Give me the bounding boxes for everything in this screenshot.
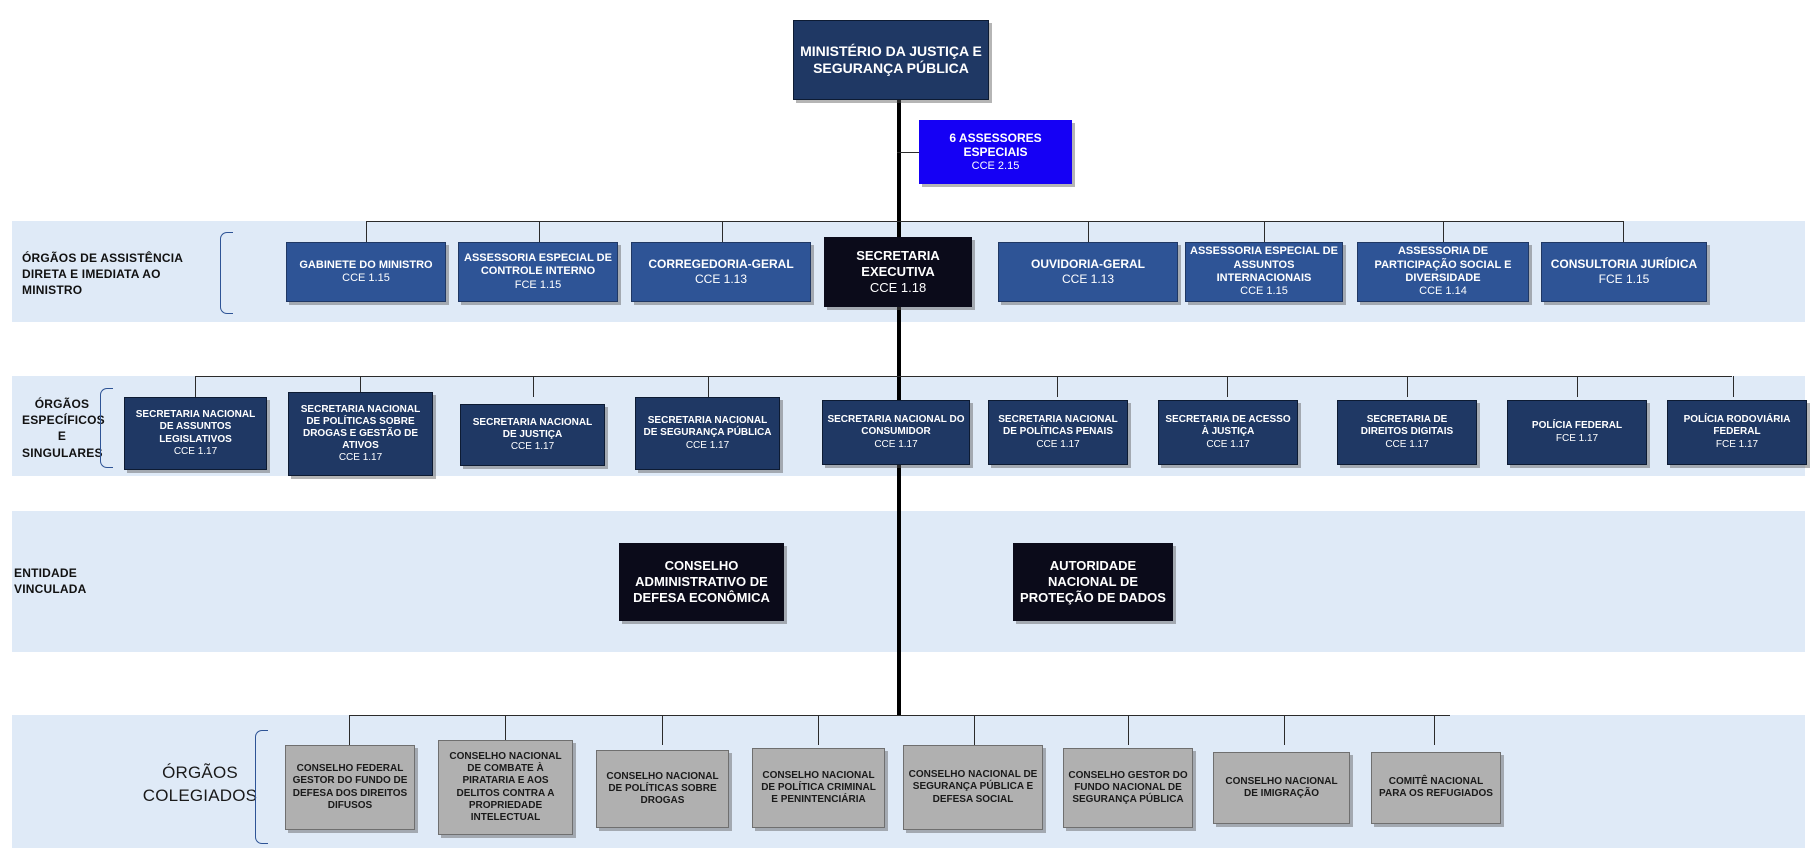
node-code: FCE 1.15 bbox=[1598, 272, 1650, 286]
node-snal[interactable] bbox=[124, 397, 267, 470]
node-senasp[interactable] bbox=[635, 397, 780, 470]
assistencia-drop-6 bbox=[1264, 221, 1265, 242]
node-code: FCE 1.17 bbox=[1715, 438, 1759, 450]
node-cgfnsp[interactable] bbox=[1063, 748, 1193, 828]
node-label: SECRETARIA NACIONAL DE SEGURANÇA PÚBLICA bbox=[643, 415, 772, 439]
node-gabinete-do-ministro[interactable] bbox=[286, 242, 446, 302]
colegiados-drop-6 bbox=[1128, 715, 1129, 745]
node-label: SECRETARIA DE ACESSO À JUSTIÇA bbox=[1165, 414, 1291, 438]
node-conad[interactable] bbox=[596, 750, 729, 828]
especificos-drop-1 bbox=[195, 376, 196, 397]
node-label: ASSESSORIA ESPECIAL DE ASSUNTOS INTERNACIONAIS bbox=[1190, 245, 1338, 284]
advisors-connector bbox=[897, 152, 919, 153]
node-label: CONSELHO NACIONAL DE IMIGRAÇÃO bbox=[1225, 775, 1338, 799]
node-label: CONSELHO FEDERAL GESTOR DO FUNDO DE DEFESA DOS DIREITOS DIFUSOS bbox=[292, 763, 408, 811]
node-corregedoria-geral[interactable] bbox=[631, 242, 811, 302]
node-label: SECRETARIA NACIONAL DE POLÍTICAS PENAIS bbox=[998, 414, 1118, 438]
node-code: CCE 1.13 bbox=[1061, 272, 1115, 286]
node-code: CCE 1.17 bbox=[874, 438, 918, 450]
node-cfgfddd[interactable] bbox=[285, 745, 415, 830]
assistencia-drop-3 bbox=[722, 221, 723, 242]
node-ministerio[interactable] bbox=[793, 20, 989, 100]
node-code: CCE 1.17 bbox=[1036, 438, 1080, 450]
node-code: CCE 1.14 bbox=[1419, 285, 1467, 298]
node-secretaria-executiva[interactable] bbox=[824, 237, 972, 307]
node-senappen[interactable] bbox=[988, 400, 1128, 465]
band-label-colegiados: ÓRGÃOS COLEGIADOS bbox=[142, 763, 258, 805]
especificos-bus bbox=[195, 376, 1732, 377]
node-cncp[interactable] bbox=[438, 740, 573, 835]
node-label: CORREGEDORIA-GERAL bbox=[648, 257, 794, 272]
node-code: CCE 1.17 bbox=[173, 445, 218, 457]
colegiados-drop-3 bbox=[662, 715, 663, 745]
node-label: AUTORIDADE NACIONAL DE PROTEÇÃO DE DADOS bbox=[1020, 558, 1166, 605]
node-ouvidoria-geral[interactable] bbox=[998, 242, 1178, 302]
node-policia-rodoviaria-federal[interactable] bbox=[1667, 400, 1807, 465]
assistencia-drop-1 bbox=[366, 221, 367, 242]
node-ministerio-label: MINISTÉRIO DA JUSTIÇA E SEGURANÇA PÚBLICA bbox=[800, 42, 982, 76]
node-label: COMITÊ NACIONAL PARA OS REFUGIADOS bbox=[1379, 775, 1493, 799]
especificos-drop-10 bbox=[1733, 376, 1734, 397]
node-policia-federal[interactable] bbox=[1507, 400, 1647, 465]
assistencia-drop-8 bbox=[1623, 221, 1624, 242]
assessores-line2: ESPECIAIS bbox=[963, 145, 1028, 160]
colegiados-drop-5 bbox=[974, 715, 975, 745]
node-label: SECRETARIA NACIONAL DE JUSTIÇA bbox=[472, 416, 593, 440]
node-conasp[interactable] bbox=[903, 745, 1043, 830]
node-senacon[interactable] bbox=[822, 400, 970, 465]
especificos-drop-7 bbox=[1227, 376, 1228, 397]
node-cnpcp[interactable] bbox=[752, 748, 885, 828]
band-entidade bbox=[12, 511, 1805, 652]
bracket-assistencia bbox=[220, 232, 233, 314]
node-label: SECRETARIA EXECUTIVA bbox=[856, 248, 940, 280]
node-label: ASSESSORIA DE PARTICIPAÇÃO SOCIAL E DIVERSIDADE bbox=[1374, 245, 1512, 284]
node-code: FCE 1.15 bbox=[514, 278, 562, 291]
especificos-drop-4 bbox=[708, 376, 709, 397]
band-label-entidade: ENTIDADE VINCULADA bbox=[14, 566, 87, 597]
band-label-especificos: ÓRGÃOS ESPECÍFICOS E SINGULARES bbox=[22, 397, 105, 460]
node-label: OUVIDORIA-GERAL bbox=[1031, 257, 1145, 272]
assessores-code: CCE 2.15 bbox=[971, 159, 1020, 172]
node-label: CONSULTORIA JURÍDICA bbox=[1550, 257, 1698, 272]
node-conare[interactable] bbox=[1371, 752, 1501, 824]
node-label: POLÍCIA FEDERAL bbox=[1531, 420, 1623, 432]
node-code: CCE 1.17 bbox=[1385, 438, 1429, 450]
node-label: SECRETARIA DE DIREITOS DIGITAIS bbox=[1360, 414, 1454, 438]
node-code: CCE 1.17 bbox=[685, 439, 730, 451]
especificos-drop-9 bbox=[1577, 376, 1578, 397]
especificos-drop-8 bbox=[1407, 376, 1408, 397]
bracket-colegiados bbox=[255, 730, 268, 844]
especificos-drop-6 bbox=[1057, 376, 1058, 397]
node-label: CONSELHO NACIONAL DE POLÍTICA CRIMINAL E PENINTENCIÁRIA bbox=[761, 769, 876, 806]
node-direitos-digitais[interactable] bbox=[1337, 400, 1477, 465]
node-label: CONSELHO ADMINISTRATIVO DE DEFESA ECONÔMICA bbox=[633, 558, 770, 605]
band-label-assistencia: ÓRGÃOS DE ASSISTÊNCIA DIRETA E IMEDIATA AO MINISTRO bbox=[22, 251, 183, 298]
node-code: FCE 1.17 bbox=[1555, 432, 1599, 444]
node-code: CCE 1.15 bbox=[1240, 285, 1288, 298]
node-label: SECRETARIA NACIONAL DE ASSUNTOS LEGISLATIVOS bbox=[135, 409, 256, 445]
node-code: CCE 1.18 bbox=[869, 279, 927, 295]
assessores-line1: 6 ASSESSORES bbox=[949, 130, 1042, 145]
bracket-especificos bbox=[100, 388, 113, 468]
node-code: CCE 1.17 bbox=[338, 452, 383, 464]
node-label: SECRETARIA NACIONAL DO CONSUMIDOR bbox=[827, 414, 965, 438]
node-code: CCE 1.17 bbox=[1206, 438, 1250, 450]
node-assessoria-controle-interno[interactable] bbox=[458, 242, 618, 302]
node-senad[interactable] bbox=[288, 392, 433, 476]
node-acesso-a-justica[interactable] bbox=[1158, 400, 1298, 465]
assistencia-bus bbox=[366, 221, 1623, 222]
assistencia-drop-5 bbox=[1088, 221, 1089, 242]
node-label: CONSELHO NACIONAL DE SEGURANÇA PÚBLICA E DEFESA SOCIAL bbox=[908, 769, 1038, 805]
node-label: CONSELHO NACIONAL DE COMBATE À PIRATARIA E AOS DELITOS CONTRA A PROPRIEDADE INTELECTUAL bbox=[449, 750, 562, 823]
node-code: CCE 1.15 bbox=[342, 272, 390, 284]
node-assessores-especiais[interactable] bbox=[919, 120, 1072, 184]
colegiados-drop-4 bbox=[818, 715, 819, 745]
node-code: CCE 1.13 bbox=[694, 272, 748, 286]
node-consultoria-juridica[interactable] bbox=[1541, 242, 1707, 302]
especificos-drop-3 bbox=[533, 376, 534, 397]
assistencia-drop-2 bbox=[539, 221, 540, 242]
node-senajus[interactable] bbox=[460, 404, 605, 466]
node-anpd[interactable] bbox=[1013, 543, 1173, 621]
colegiados-drop-8 bbox=[1434, 715, 1435, 745]
node-label: POLÍCIA RODOVIÁRIA FEDERAL bbox=[1683, 414, 1791, 438]
node-code: CCE 1.17 bbox=[510, 441, 555, 453]
node-cnig[interactable] bbox=[1213, 752, 1350, 824]
colegiados-drop-7 bbox=[1284, 715, 1285, 745]
assistencia-drop-7 bbox=[1443, 221, 1444, 242]
node-label: ASSESSORIA ESPECIAL DE CONTROLE INTERNO bbox=[464, 251, 612, 278]
colegiados-drop-1 bbox=[349, 715, 350, 745]
node-cade[interactable] bbox=[619, 543, 784, 621]
node-label: GABINETE DO MINISTRO bbox=[299, 258, 433, 271]
node-assessoria-assuntos-internacionais[interactable] bbox=[1185, 242, 1343, 302]
node-label: SECRETARIA NACIONAL DE POLÍTICAS SOBRE DROGAS E GESTÃO DE ATIVOS bbox=[300, 403, 421, 452]
node-label: CONSELHO NACIONAL DE POLÍTICAS SOBRE DROGAS bbox=[606, 770, 719, 807]
node-label: CONSELHO GESTOR DO FUNDO NACIONAL DE SEGURANÇA PÚBLICA bbox=[1068, 769, 1188, 806]
node-assessoria-participacao-social[interactable] bbox=[1357, 242, 1529, 302]
